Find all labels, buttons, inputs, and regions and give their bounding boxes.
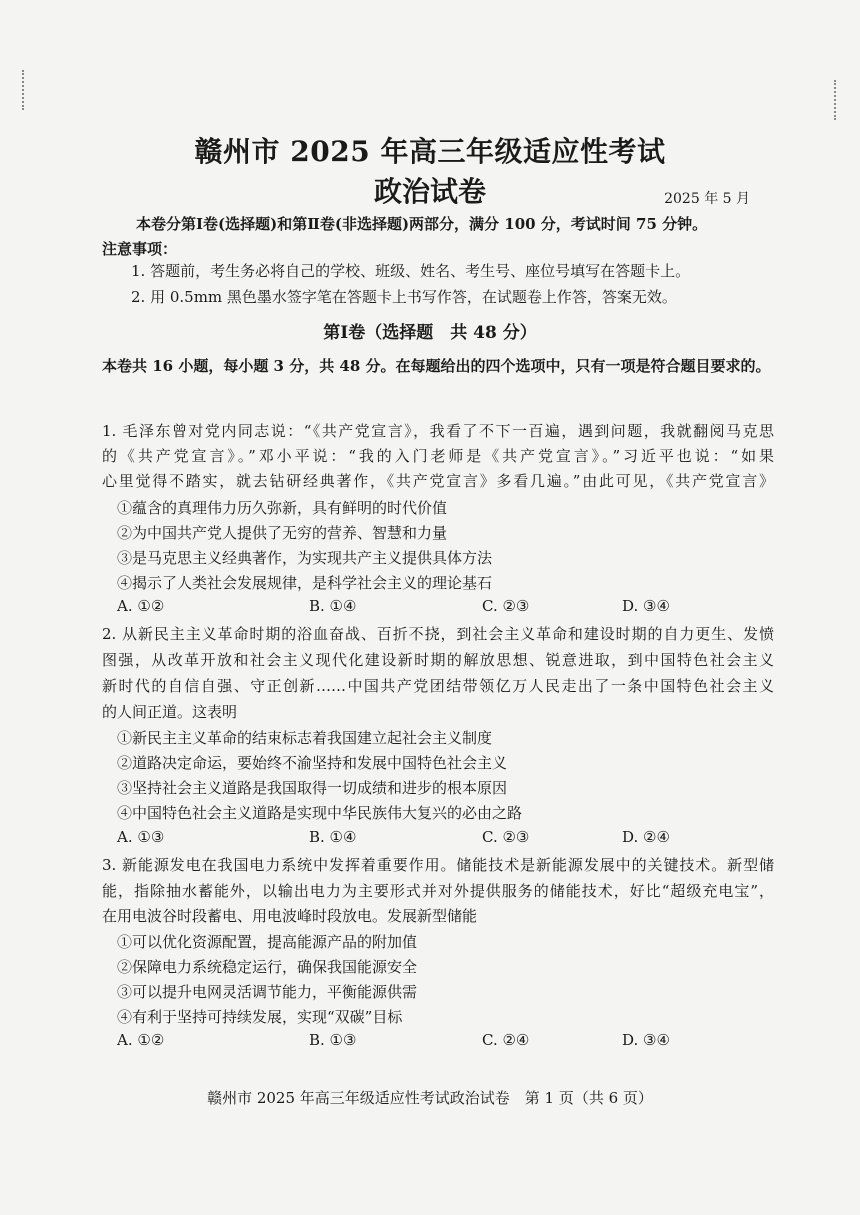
notes-title: 注意事项： [102, 240, 178, 258]
section-heading: 第Ⅰ卷（选择题 共 48 分） [323, 323, 537, 343]
answer-choice-a: A. ①② [117, 1031, 165, 1049]
question-option: ④中国特色社会主义道路是实现中华民族伟大复兴的必由之路 [117, 804, 523, 822]
answer-choice-d: D. ③④ [622, 597, 670, 615]
question-stem-line: 3. 新能源发电在我国电力系统中发挥着重要作用。储能技术是新能源发展中的关键技术。新型储 [102, 856, 774, 874]
answer-choice-d: D. ③④ [622, 1031, 670, 1049]
question-option: ④揭示了人类社会发展规律，是科学社会主义的理论基石 [117, 574, 493, 592]
question-option: ①蕴含的真理伟力历久弥新，具有鲜明的时代价值 [117, 499, 448, 517]
section-description: 本卷共 16 小题，每小题 3 分，共 48 分。在每题给出的四个选项中，只有一项是符合题目要求的。 [102, 357, 771, 375]
question-option: ③可以提升电网灵活调节能力，平衡能源供需 [117, 983, 418, 1001]
exam-date: 2025 年 5 月 [664, 191, 750, 207]
exam-title: 赣州市 2025 年高三年级适应性考试 [194, 135, 666, 168]
answer-choice-c: C. ②③ [482, 828, 530, 846]
answer-choice-d: D. ②④ [622, 828, 670, 846]
page-footer: 赣州市 2025 年高三年级适应性考试政治试卷 第 1 页（共 6 页） [207, 1089, 653, 1107]
answer-choice-a: A. ①② [117, 597, 165, 615]
answer-choice-b: B. ①③ [309, 1031, 357, 1049]
question-stem-line: 图强，从改革开放和社会主义现代化建设新时期的解放思想、锐意进取，到中国特色社会主义 [102, 651, 774, 669]
question-option: ①新民主主义革命的结束标志着我国建立起社会主义制度 [117, 729, 493, 747]
question-option: ②道路决定命运，要始终不渝坚持和发展中国特色社会主义 [117, 754, 508, 772]
exam-subject: 政治试卷 [373, 175, 486, 208]
question-option: ①可以优化资源配置，提高能源产品的附加值 [117, 933, 418, 951]
binding-line-right [834, 80, 838, 120]
question-option: ③是马克思主义经典著作，为实现共产主义提供具体方法 [117, 549, 493, 567]
question-option: ④有利于坚持可持续发展，实现“双碳”目标 [117, 1008, 403, 1026]
question-stem-line: 的人间正道。这表明 [102, 703, 238, 721]
question-stem-line: 心里觉得不踏实，就去钻研经典著作，《共产党宣言》多看几遍。”由此可见，《共产党宣言》 [102, 472, 774, 490]
question-option: ②为中国共产党人提供了无穷的营养、智慧和力量 [117, 524, 448, 542]
binding-line-left [22, 70, 26, 110]
question-option: ②保障电力系统稳定运行，确保我国能源安全 [117, 958, 418, 976]
exam-intro: 本卷分第Ⅰ卷(选择题)和第Ⅱ卷(非选择题)两部分，满分 100 分，考试时间 75 分钟。 [136, 215, 708, 233]
answer-choice-b: B. ①④ [309, 828, 357, 846]
answer-choice-b: B. ①④ [309, 597, 357, 615]
question-stem-line: 在用电波谷时段蓄电、用电波峰时段放电。发展新型储能 [102, 907, 478, 925]
question-stem-line: 新时代的自信自强、守正创新……中国共产党团结带领亿万人民走出了一条中国特色社会主义 [102, 677, 774, 695]
question-stem-line: 的《共产党宣言》。”邓小平说：“我的入门老师是《共产党宣言》。”习近平也说：“如果 [102, 447, 774, 465]
question-option: ③坚持社会主义道路是我国取得一切成绩和进步的根本原因 [117, 779, 508, 797]
question-stem-line: 能，指除抽水蓄能外，以输出电力为主要形式并对外提供服务的储能技术，好比“超级充电宝”， [102, 882, 774, 900]
question-stem-line: 2. 从新民主主义革命时期的浴血奋战、百折不挠，到社会主义革命和建设时期的自力更生、发愤 [102, 625, 774, 643]
note-item: 2. 用 0.5mm 黑色墨水签字笔在答题卡上书写作答，在试题卷上作答，答案无效。 [131, 288, 677, 306]
question-stem-line: 1. 毛泽东曾对党内同志说：“《共产党宣言》，我看了不下一百遍，遇到问题，我就翻阅马克思 [102, 422, 774, 440]
answer-choice-c: C. ②③ [482, 597, 530, 615]
note-item: 1. 答题前，考生务必将自己的学校、班级、姓名、考生号、座位号填写在答题卡上。 [131, 262, 691, 280]
answer-choice-c: C. ②④ [482, 1031, 530, 1049]
answer-choice-a: A. ①③ [117, 828, 165, 846]
